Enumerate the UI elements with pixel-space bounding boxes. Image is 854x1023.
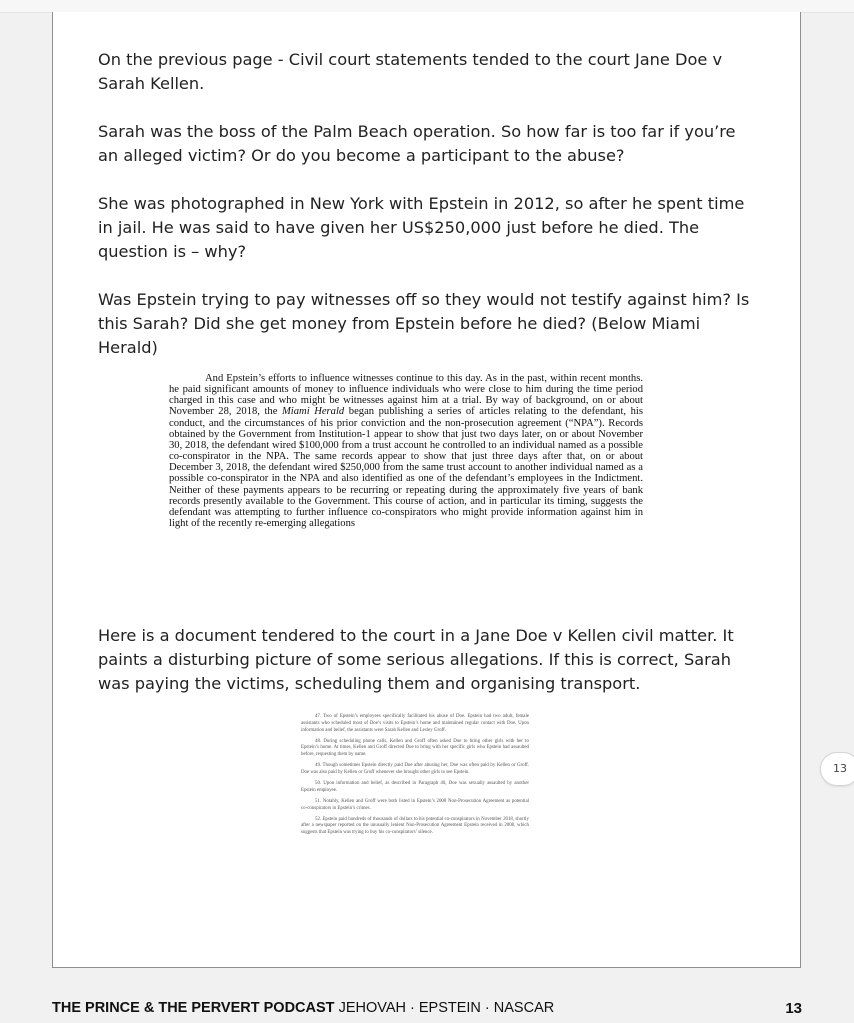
paragraph-palm-beach-boss: Sarah was the boss of the Palm Beach operation. So how far is too far if you’re an alleged victim? Or do you become a participant to the abuse? [98,122,736,165]
page-footer [52,1000,802,1020]
footer-brand: THE PRINCE & THE PERVERT PODCAST [52,1000,335,1016]
paragraph-previous-page: On the previous page - Civil court statements tended to the court Jane Doe v Sarah Kellen. [98,50,723,93]
paragraph-photographed-new-york: She was photographed in New York with Epstein in 2012, so after he spent time in jail. He was said to have given her US$250,000 just before he died. The question is – why? [98,194,745,261]
footer-page-number: 13 [785,1000,802,1017]
excerpt-text-start: And Epstein’s efforts to influence witnesses continue to this day. As in the past, within recent months. he paid significant amounts of money to influence individuals who were close to him during the time period charged in this case and who might be witnesses against him at a trial. By way of background, on or about November 28, 2018, the [169,373,643,418]
miami-herald-excerpt [169,373,643,529]
court-document-paragraph: 47. Two of Epstein’s employees specifically facilitated his abuse of Doe. Epstein had two adult, female assistants who scheduled most of Doe’s visits to Epstein’s home and maintained regular contact with Doe. Upon information and belief, the assistants were Sarah Kellen and Lesley Groff. [301,714,529,733]
page-number-indicator[interactable]: 13 [820,752,854,786]
footer-tagline: JEHOVAH · EPSTEIN · NASCAR [338,1000,555,1016]
court-document-paragraph: 52. Epstein paid hundreds of thousands of dollars to his potential co-conspirators in November 2018, shortly after a newspaper reported on the unusually lenient Non-Prosecution Agreement Epstein received in 2008, which suggests that Epstein was trying to buy his co-conspirators’ silence. [301,816,529,836]
document-page [52,12,801,968]
court-document-paragraph: 48. During scheduling phone calls, Kellen and Groff often asked Doe to bring other girls with her to Epstein’s home. At times, Kellen and Groff directed Doe to bring with her specific girls who Epstein had assaulted before, requesting them by name. [301,738,529,758]
court-document-paragraph: 49. Though sometimes Epstein directly paid Doe after abusing her, Doe was often paid by Kellen or Groff. Doe was also paid by Kellen or Groff whenever she brought other girls to see Epstein. [301,763,529,775]
paragraph-paying-witnesses: Was Epstein trying to pay witnesses off so they would not testify against him? Is this Sarah? Did she get money from Epstein before he died? (Below Miami Herald) [98,290,750,357]
court-document-excerpt [301,714,529,841]
court-document-paragraph: 51. Notably, Kellen and Groff were both listed in Epstein’s 2008 Non-Prosecution Agreement as potential co-conspirators in Epstein’s crimes. [301,798,529,811]
excerpt-text-end: began publishing a series of articles relating to the defendant, his conduct, and the circumstances of his prior conviction and the non-prosecution agreement (“NPA”). Records obtained by the Government from Institution-1 appear to show that just two days later, on or about November 30, 2018, the defendant wired $100,000 from a trust account he controlled to an individual named as a possible co-conspirator in the NPA. The same records appear to show that just three days after that, on or about December 3, 2018, the defendant wired $250,000 from the same trust account to another individual named as a possible co-conspirator in the NPA and also identified as one of the defendant’s employees in the Indictment. Neither of these payments appears to be recurring or repeating during the approximately five years of bank records presently available to the Government. This course of action, and in particular its timing, suggests the defendant was attempting to further influence co-conspirators who might provide information against him in light of the recently re-emerging allegations [169,406,643,530]
excerpt-newspaper-name: Miami Herald [281,406,345,418]
court-document-paragraph: 50. Upon information and belief, as described in Paragraph 40, Doe was sexually assaulted by another Epstein employee. [301,780,529,793]
paragraph-court-document-intro: Here is a document tendered to the court in a Jane Doe v Kellen civil matter. It paints a disturbing picture of some serious allegations. If this is correct, Sarah was paying the victims, scheduling them and organising transport. [98,626,734,693]
